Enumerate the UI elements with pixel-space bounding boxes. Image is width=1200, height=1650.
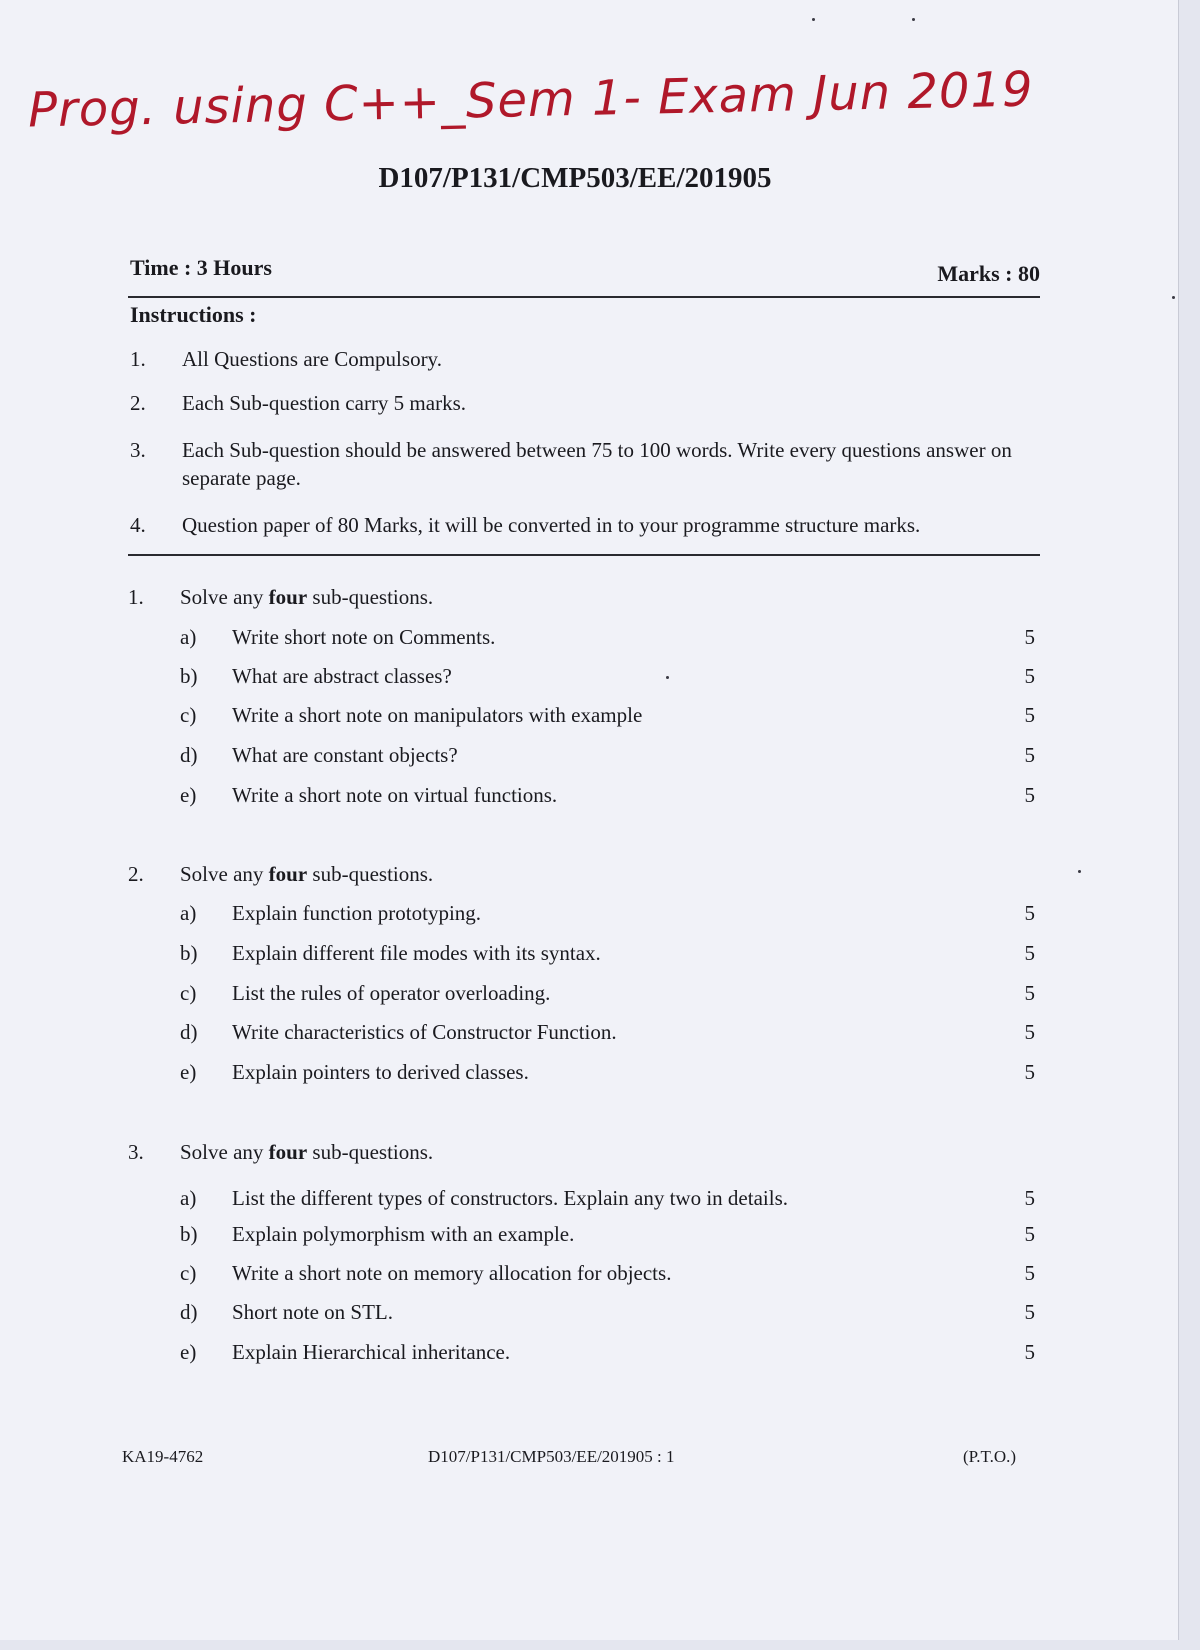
sub-question-text: Short note on STL. [232, 1300, 393, 1324]
sub-question-letter: d) [180, 1300, 198, 1324]
question-number: 3. [128, 1140, 144, 1164]
sub-question-letter: c) [180, 703, 197, 727]
sub-question-letter: b) [180, 664, 198, 688]
handwritten-title: Prog. using C++_Sem 1- Exam Jun 2019 [27, 61, 1035, 139]
sub-question-marks: 5 [1024, 1300, 1035, 1324]
sub-question-marks: 5 [1024, 664, 1035, 688]
question-instruction: Solve any four sub-questions. [180, 1140, 434, 1164]
sub-question-marks: 5 [1024, 1060, 1035, 1084]
sub-question-marks: 5 [1024, 1340, 1035, 1364]
instruction-text: Each Sub-question should be answered between 75 to 100 words. Write every questions answer on separate page. [182, 438, 1012, 490]
paper-code: D107/P131/CMP503/EE/201905 [378, 162, 772, 194]
sub-question-letter: a) [180, 1186, 197, 1210]
instruction-number: 3. [130, 438, 146, 462]
instruction-text: Question paper of 80 Marks, it will be converted in to your programme structure marks. [182, 513, 921, 537]
sub-question-text: Explain Hierarchical inheritance. [232, 1340, 511, 1364]
sub-question-text: Write short note on Comments. [232, 625, 496, 649]
question-instruction: Solve any four sub-questions. [180, 585, 434, 609]
exam-duration: Time : 3 Hours [130, 255, 272, 280]
instructions-heading: Instructions : [130, 302, 257, 327]
question-instruction: Solve any four sub-questions. [180, 862, 434, 886]
sub-question-marks: 5 [1024, 901, 1035, 925]
question-number: 2. [128, 862, 144, 886]
scan-speck [666, 676, 669, 679]
scan-speck [1078, 870, 1081, 873]
sub-question-letter: b) [180, 941, 198, 965]
footer-batch-code: KA19-4762 [122, 1447, 204, 1466]
sub-question-letter: e) [180, 1340, 197, 1364]
total-marks: Marks : 80 [937, 261, 1040, 286]
instruction-text: Each Sub-question carry 5 marks. [182, 391, 467, 415]
sub-question-marks: 5 [1024, 981, 1035, 1005]
sub-question-text: Write a short note on virtual functions. [232, 783, 558, 807]
scan-speck [812, 18, 815, 21]
sub-question-text: What are constant objects? [232, 743, 458, 767]
sub-question-text: Explain polymorphism with an example. [232, 1222, 575, 1246]
sub-question-letter: b) [180, 1222, 198, 1246]
sub-question-letter: a) [180, 625, 197, 649]
sub-question-letter: d) [180, 1020, 198, 1044]
sub-question-marks: 5 [1024, 783, 1035, 807]
sub-question-marks: 5 [1024, 1020, 1035, 1044]
sub-question-text: What are abstract classes? [232, 664, 452, 688]
sub-question-marks: 5 [1024, 1222, 1035, 1246]
instruction-text: All Questions are Compulsory. [182, 347, 442, 371]
sub-question-marks: 5 [1024, 1261, 1035, 1285]
sub-question-text: Write a short note on manipulators with example [232, 703, 643, 727]
sub-question-text: Explain pointers to derived classes. [232, 1060, 529, 1084]
sub-question-letter: a) [180, 901, 197, 925]
sub-question-marks: 5 [1024, 743, 1035, 767]
sub-question-text: List the different types of constructors. Explain any two in details. [232, 1186, 788, 1210]
sub-question-text: Write a short note on memory allocation for objects. [232, 1261, 672, 1285]
header-divider [128, 296, 1040, 298]
footer-page-code: D107/P131/CMP503/EE/201905 : 1 [428, 1447, 675, 1466]
scan-speck [1172, 296, 1175, 299]
sub-question-marks: 5 [1024, 941, 1035, 965]
instruction-number: 4. [130, 513, 146, 537]
sub-question-letter: e) [180, 1060, 197, 1084]
sub-question-text: Explain different file modes with its syntax. [232, 941, 601, 965]
instruction-number: 1. [130, 347, 146, 371]
sub-question-letter: c) [180, 1261, 197, 1285]
sub-question-text: Write characteristics of Constructor Function. [232, 1020, 617, 1044]
footer-pto: (P.T.O.) [963, 1447, 1017, 1466]
question-number: 1. [128, 585, 144, 609]
sub-question-text: Explain function prototyping. [232, 901, 482, 925]
instructions-divider [128, 554, 1040, 556]
sub-question-letter: d) [180, 743, 198, 767]
sub-question-letter: e) [180, 783, 197, 807]
instruction-number: 2. [130, 391, 146, 415]
sub-question-letter: c) [180, 981, 197, 1005]
sub-question-marks: 5 [1024, 703, 1035, 727]
scan-speck [912, 18, 915, 21]
sub-question-text: List the rules of operator overloading. [232, 981, 551, 1005]
sub-question-marks: 5 [1024, 625, 1035, 649]
sub-question-marks: 5 [1024, 1186, 1035, 1210]
